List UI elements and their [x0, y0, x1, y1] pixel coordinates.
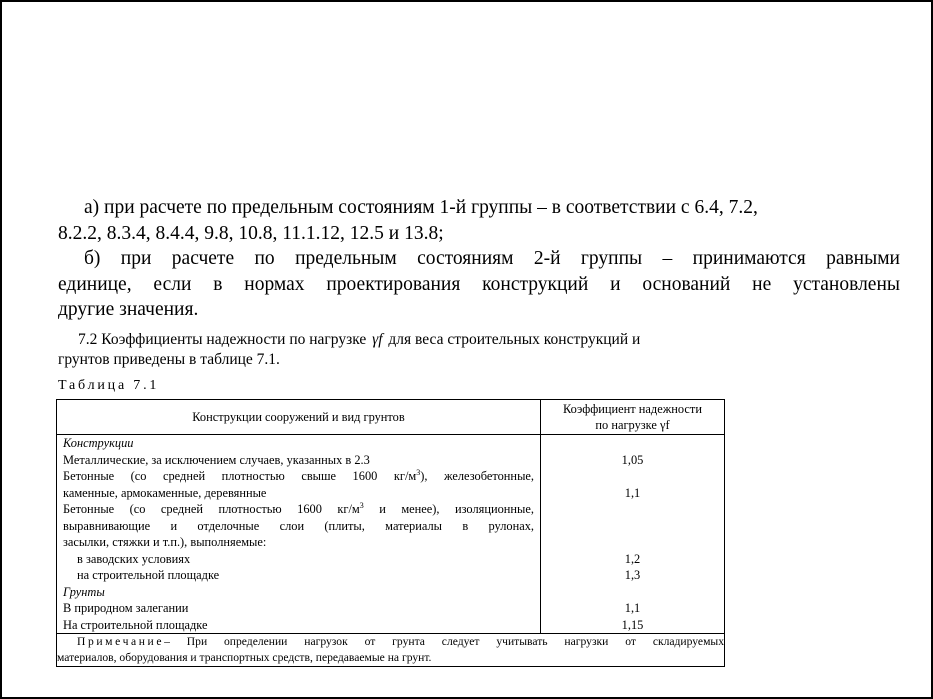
body-right-column	[541, 435, 725, 634]
table-cell-value: 1,1	[624, 601, 641, 615]
table-note-row	[57, 634, 725, 667]
table-row: На строительной площадке	[63, 617, 208, 632]
coefficients-table	[56, 399, 725, 667]
table-cell-value	[541, 468, 724, 485]
paragraph-b-line1: б) при расчете по предельным состояниям 2-й группы – принимаются равными	[84, 248, 900, 269]
header-coefficient: Коэффициент надежности по нагрузке γf	[541, 400, 725, 435]
paragraph-b	[58, 246, 900, 323]
table-row: Металлические, за исключением случаев, указанных в 2.3	[63, 452, 370, 467]
table-cell-value: 1,3	[624, 568, 641, 582]
paragraph-b-line3: другие значения.	[58, 299, 199, 320]
table-row: выравнивающие и отделочные слои (плиты, материалы в рулонах,	[63, 518, 534, 533]
table-cell-value	[541, 584, 724, 601]
paragraph-b-line2: единице, если в нормах проектирования конструкций и оснований не установлены	[58, 273, 900, 295]
table-row: Грунты	[63, 584, 105, 599]
table-row: засылки, стяжки и т.п.), выполняемые:	[63, 535, 267, 549]
table-cell-value: 1,15	[621, 617, 644, 632]
table-row: в заводских условиях	[77, 551, 191, 566]
clause-7-2-line2: грунтов приведены в таблице 7.1.	[58, 351, 280, 368]
clause-7-2	[58, 330, 738, 370]
table-row: Бетонные (со средней плотностью 1600 $кг/м^3$ и менее), изоляционные,	[63, 501, 534, 516]
table-cell-value	[541, 534, 724, 551]
table-row: В природном залегании	[63, 601, 189, 615]
table-cell-value: 1,2	[624, 551, 641, 566]
table-cell-value	[541, 518, 724, 535]
note-label: Примечание	[77, 635, 165, 648]
table-cell-value	[541, 501, 724, 518]
body-left-column	[57, 435, 541, 634]
clause-7-2-line1: 7.2 Коэффициенты надежности по нагрузке γf для веса строительных конструкций и	[78, 331, 641, 348]
paragraph-a	[58, 195, 900, 246]
gamma-f-symbol: γf	[372, 331, 383, 348]
table-body-row	[57, 435, 725, 634]
table-row: Бетонные (со средней плотностью свыше 1600 $кг/м^3$), железобетонные,	[63, 468, 534, 483]
table-row: Конструкции	[63, 436, 134, 450]
table-header-row	[57, 400, 725, 435]
table-note: Примечание– При определении нагрузок от грунта следует учитывать нагрузки от складируемых материалов, оборудования и транспортных средств, передаваемые на грунт.	[57, 634, 725, 667]
table-row: на строительной площадке	[77, 568, 220, 582]
table-row: каменные, армокаменные, деревянные	[63, 485, 267, 500]
table-cell-value: 1,05	[621, 452, 644, 467]
table-caption: Таблица 7.1	[58, 378, 160, 393]
table-cell-value	[541, 435, 724, 452]
paragraph-a-line2: 8.2.2, 8.3.4, 8.4.4, 9.8, 10.8, 11.1.12, 12.5 и 13.8;	[58, 222, 444, 244]
table-cell-value: 1,1	[624, 485, 641, 500]
header-constructions: Конструкции сооружений и вид грунтов	[57, 400, 541, 435]
paragraph-a-line1: а) при расчете по предельным состояниям 1-й группы – в соответствии с 6.4, 7.2,	[84, 197, 758, 218]
